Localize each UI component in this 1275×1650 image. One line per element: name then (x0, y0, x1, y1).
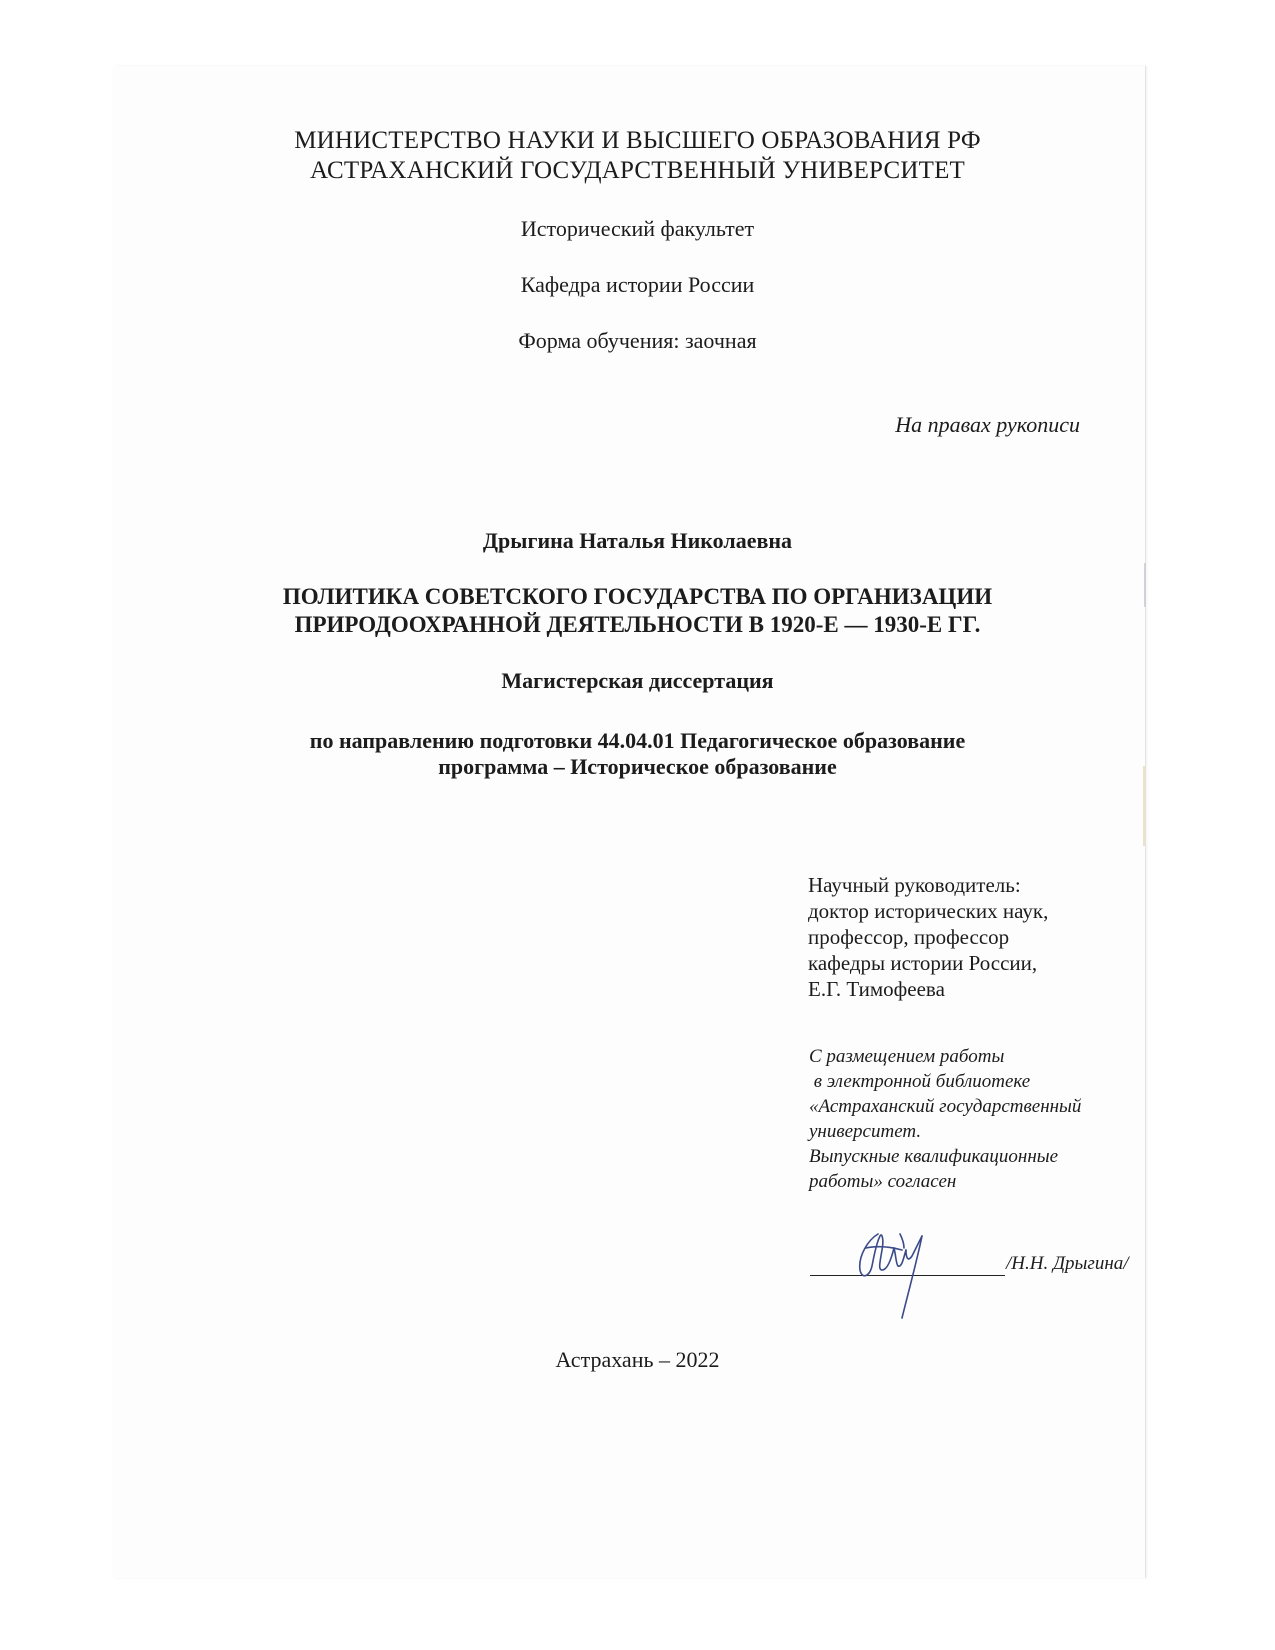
work-type: Магистерская диссертация (501, 668, 774, 693)
consent-line: «Астраханский государственный (809, 1096, 1082, 1117)
supervisor-line: Научный руководитель: (808, 873, 1021, 897)
supervisor-line: профессор, профессор (808, 925, 1010, 949)
consent-line: С размещением работы (809, 1046, 1005, 1067)
consent-block (809, 1044, 1081, 1194)
author-name: Дрыгина Наталья Николаевна (482, 528, 793, 553)
supervisor-block (808, 872, 1048, 1002)
study-form: Форма обучения: заочная (518, 328, 757, 353)
faculty: Исторический факультет (520, 216, 755, 241)
city-year: Астрахань – 2022 (555, 1347, 720, 1372)
consent-line: университет. (809, 1121, 922, 1142)
thesis-title-line-2: ПРИРОДООХРАННОЙ ДЕЯТЕЛЬНОСТИ В 1920-Е — 1930-Е ГГ. (294, 612, 981, 637)
thesis-title-line-1: ПОЛИТИКА СОВЕТСКОГО ГОСУДАРСТВА ПО ОРГАНИЗАЦИИ (282, 584, 993, 609)
manuscript-note: На правах рукописи (895, 412, 1080, 437)
university-name: АСТРАХАНСКИЙ ГОСУДАРСТВЕННЫЙ УНИВЕРСИТЕТ (309, 157, 966, 184)
consent-line: в электронной библиотеке (809, 1071, 1031, 1092)
direction-line-1: по направлению подготовки 44.04.01 Педагогическое образование (309, 728, 966, 753)
consent-line: работы» согласен (809, 1171, 957, 1192)
consent-line: Выпускные квалификационные (809, 1146, 1059, 1167)
direction-line-2: программа – Историческое образование (438, 754, 837, 779)
supervisor-line: доктор исторических наук, (808, 899, 1049, 923)
department: Кафедра истории России (520, 272, 755, 297)
supervisor-line: Е.Г. Тимофеева (808, 977, 945, 1001)
ministry-name: МИНИСТЕРСТВО НАУКИ И ВЫСШЕГО ОБРАЗОВАНИЯ РФ (294, 127, 981, 154)
supervisor-line: кафедры истории России, (808, 951, 1038, 975)
handwritten-signature (848, 1226, 938, 1326)
signature-name: /Н.Н. Дрыгина/ (1006, 1253, 1129, 1274)
